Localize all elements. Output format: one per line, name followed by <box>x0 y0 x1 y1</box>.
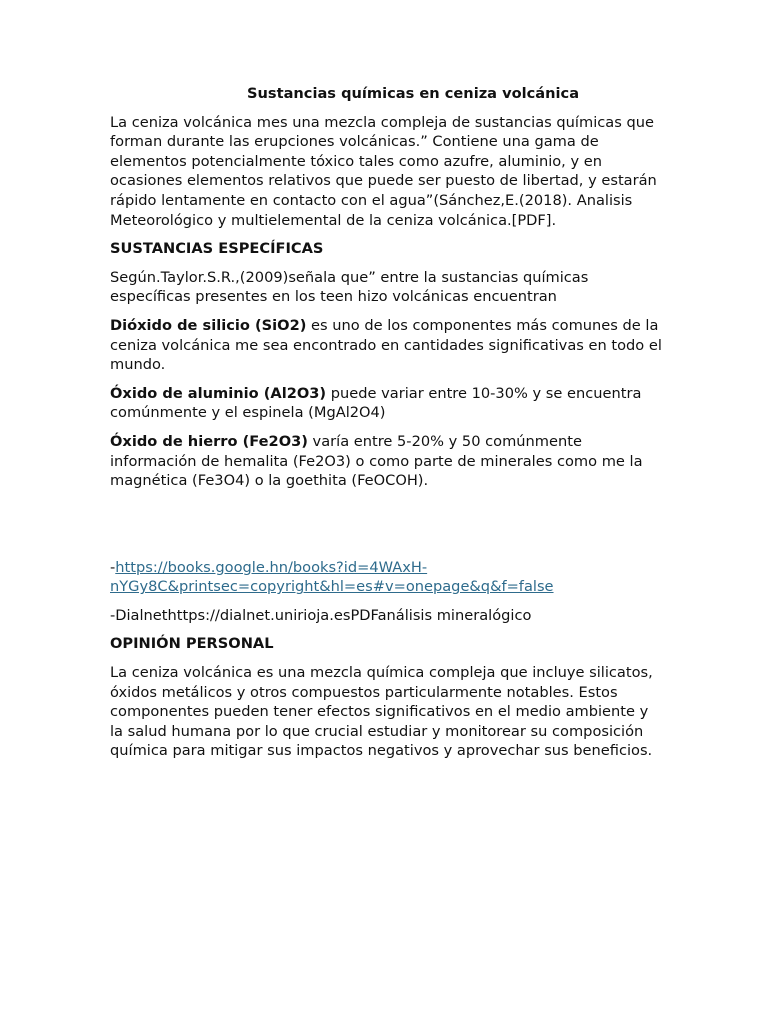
section-heading-specific-substances: SUSTANCIAS ESPECÍFICAS <box>110 240 324 258</box>
section-heading-personal-opinion: OPINIÓN PERSONAL <box>110 635 274 653</box>
document-title: Sustancias químicas en ceniza volcánica <box>247 85 580 102</box>
google-books-link[interactable]: https://books.google.hn/books?id=4WAxH-nYGy8C&printsec=copyright&hl=es#v=onepage&q&f=false <box>110 558 554 596</box>
substance-description: puede variar entre 10-30% y se encuentra comúnmente y el espinela (MgAl2O4) <box>110 384 642 422</box>
substance-description: varía entre 5-20% y 50 comúnmente información de hemalita (Fe2O3) o como parte de minerales como me la magnética (Fe3O4) o la goethita (FeOCOH). <box>110 432 643 490</box>
intro-paragraph: La ceniza volcánica mes una mezcla compleja de sustancias químicas que forman durante las erupciones volcánicas.” Contiene una gama de elementos potencialmente tóxico tales como azufre, aluminio, y en ocasiones elementos relativos que puede ser puesto de libertad, y estarán rápido lentamente en contacto con el agua”(Sánchez,E.(2018). Analisis Meteorológico y multielemental de la ceniza volcánica.[PDF]. <box>110 113 657 229</box>
substance-item-silicon-dioxide <box>110 316 662 375</box>
substance-item-iron-oxide <box>110 432 662 491</box>
blank-space <box>110 500 662 558</box>
substance-term: Óxido de aluminio (Al2O3) <box>110 384 327 402</box>
reference-dash: - <box>110 558 116 576</box>
reference-google-books <box>110 558 662 597</box>
substance-term: Dióxido de silicio (SiO2) <box>110 316 307 334</box>
opinion-paragraph: La ceniza volcánica es una mezcla química compleja que incluye silicatos, óxidos metálicos y otros compuestos particularmente notables. Estos componentes pueden tener efectos significativos en el medio ambiente y la salud humana por lo que crucial estudiar y monitorear su composición química para mitigar sus impactos negativos y aprovechar sus beneficios. <box>110 664 653 760</box>
document-body <box>110 84 662 770</box>
reference-dialnet: -Dialnethttps://dialnet.unirioja.esPDFanálisis mineralógico <box>110 606 532 624</box>
section-intro-paragraph: Según.Taylor.S.R.,(2009)señala que” entre la sustancias químicas específicas presentes en los teen hizo volcánicas encuentran <box>110 268 589 306</box>
substance-item-aluminium-oxide <box>110 384 662 423</box>
substance-term: Óxido de hierro (Fe2O3) <box>110 432 308 450</box>
substance-description: es uno de los componentes más comunes de la ceniza volcánica me sea encontrado en cantidades significativas en todo el mundo. <box>110 316 662 374</box>
